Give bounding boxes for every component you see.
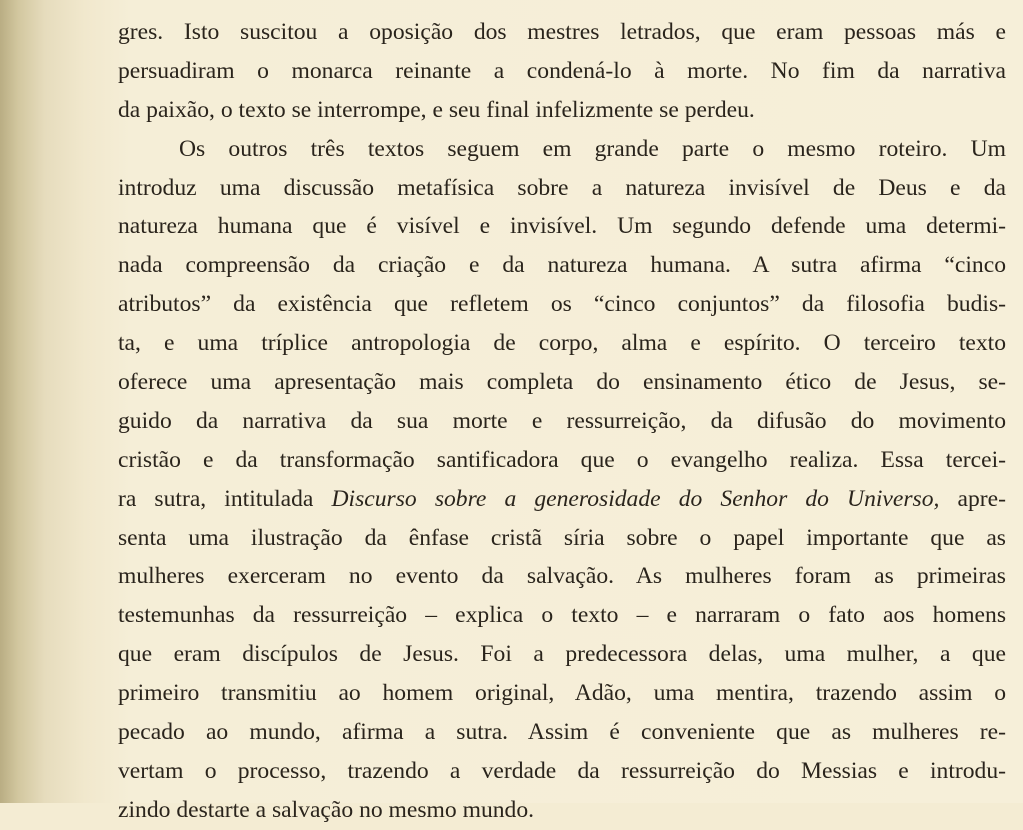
text-line: testemunhas da ressurreição – explica o texto – e narraram o fato aos homens [118, 602, 1006, 629]
text-line: introduz uma discussão metafísica sobre a natureza invisível de Deus e da [118, 174, 1006, 201]
text-line: ta, e uma tríplice antropologia de corpo, alma e espírito. O terceiro texto [118, 330, 1006, 357]
text-line: senta uma ilustração da ênfase cristã síria sobre o papel importante que as [118, 524, 1006, 551]
book-title-italic: Discurso sobre a generosidade do Senhor do Universo, [331, 485, 940, 512]
body-text [118, 13, 1006, 830]
text-line: atributos” da existência que refletem os “cinco conjuntos” da filosofia budis- [118, 291, 1006, 318]
text-line: natureza humana que é visível e invisível. Um segundo defende uma determi- [118, 213, 1006, 240]
text-line: da paixão, o texto se interrompe, e seu final infelizmente se perdeu. [118, 96, 755, 123]
paragraph-first-line: Os outros três textos seguem em grande parte o mesmo roteiro. Um [179, 135, 1006, 162]
text-line: primeiro transmitiu ao homem original, Adão, uma mentira, trazendo assim o [118, 680, 1006, 707]
text-line: gres. Isto suscitou a oposição dos mestres letrados, que eram pessoas más e [118, 19, 1006, 45]
text-line: nada compreensão da criação e da natureza humana. A sutra afirma “cinco [118, 252, 1006, 279]
text-line: pecado ao mundo, afirma a sutra. Assim é conveniente que as mulheres re- [118, 719, 1006, 746]
text-line-with-title [118, 480, 1006, 519]
text-line: persuadiram o monarca reinante a condená-lo à morte. No fim da narrativa [118, 57, 1006, 84]
line-text-after: apre- [939, 485, 1006, 512]
text-line: guido da narrativa da sua morte e ressurreição, da difusão do movimento [118, 407, 1006, 434]
text-line: cristão e da transformação santificadora que o evangelho realiza. Essa tercei- [118, 446, 1006, 473]
line-text-before: ra sutra, intitulada [118, 485, 332, 512]
text-line: mulheres exerceram no evento da salvação. As mulheres foram as primeiras [118, 563, 1006, 590]
text-line: zindo destarte a salvação no mesmo mundo. [118, 796, 535, 823]
text-line: oferece uma apresentação mais completa do ensinamento ético de Jesus, se- [118, 369, 1006, 396]
text-line: que eram discípulos de Jesus. Foi a predecessora delas, uma mulher, a que [118, 641, 1006, 668]
text-line: vertam o processo, trazendo a verdade da ressurreição do Messias e introdu- [118, 757, 1006, 784]
